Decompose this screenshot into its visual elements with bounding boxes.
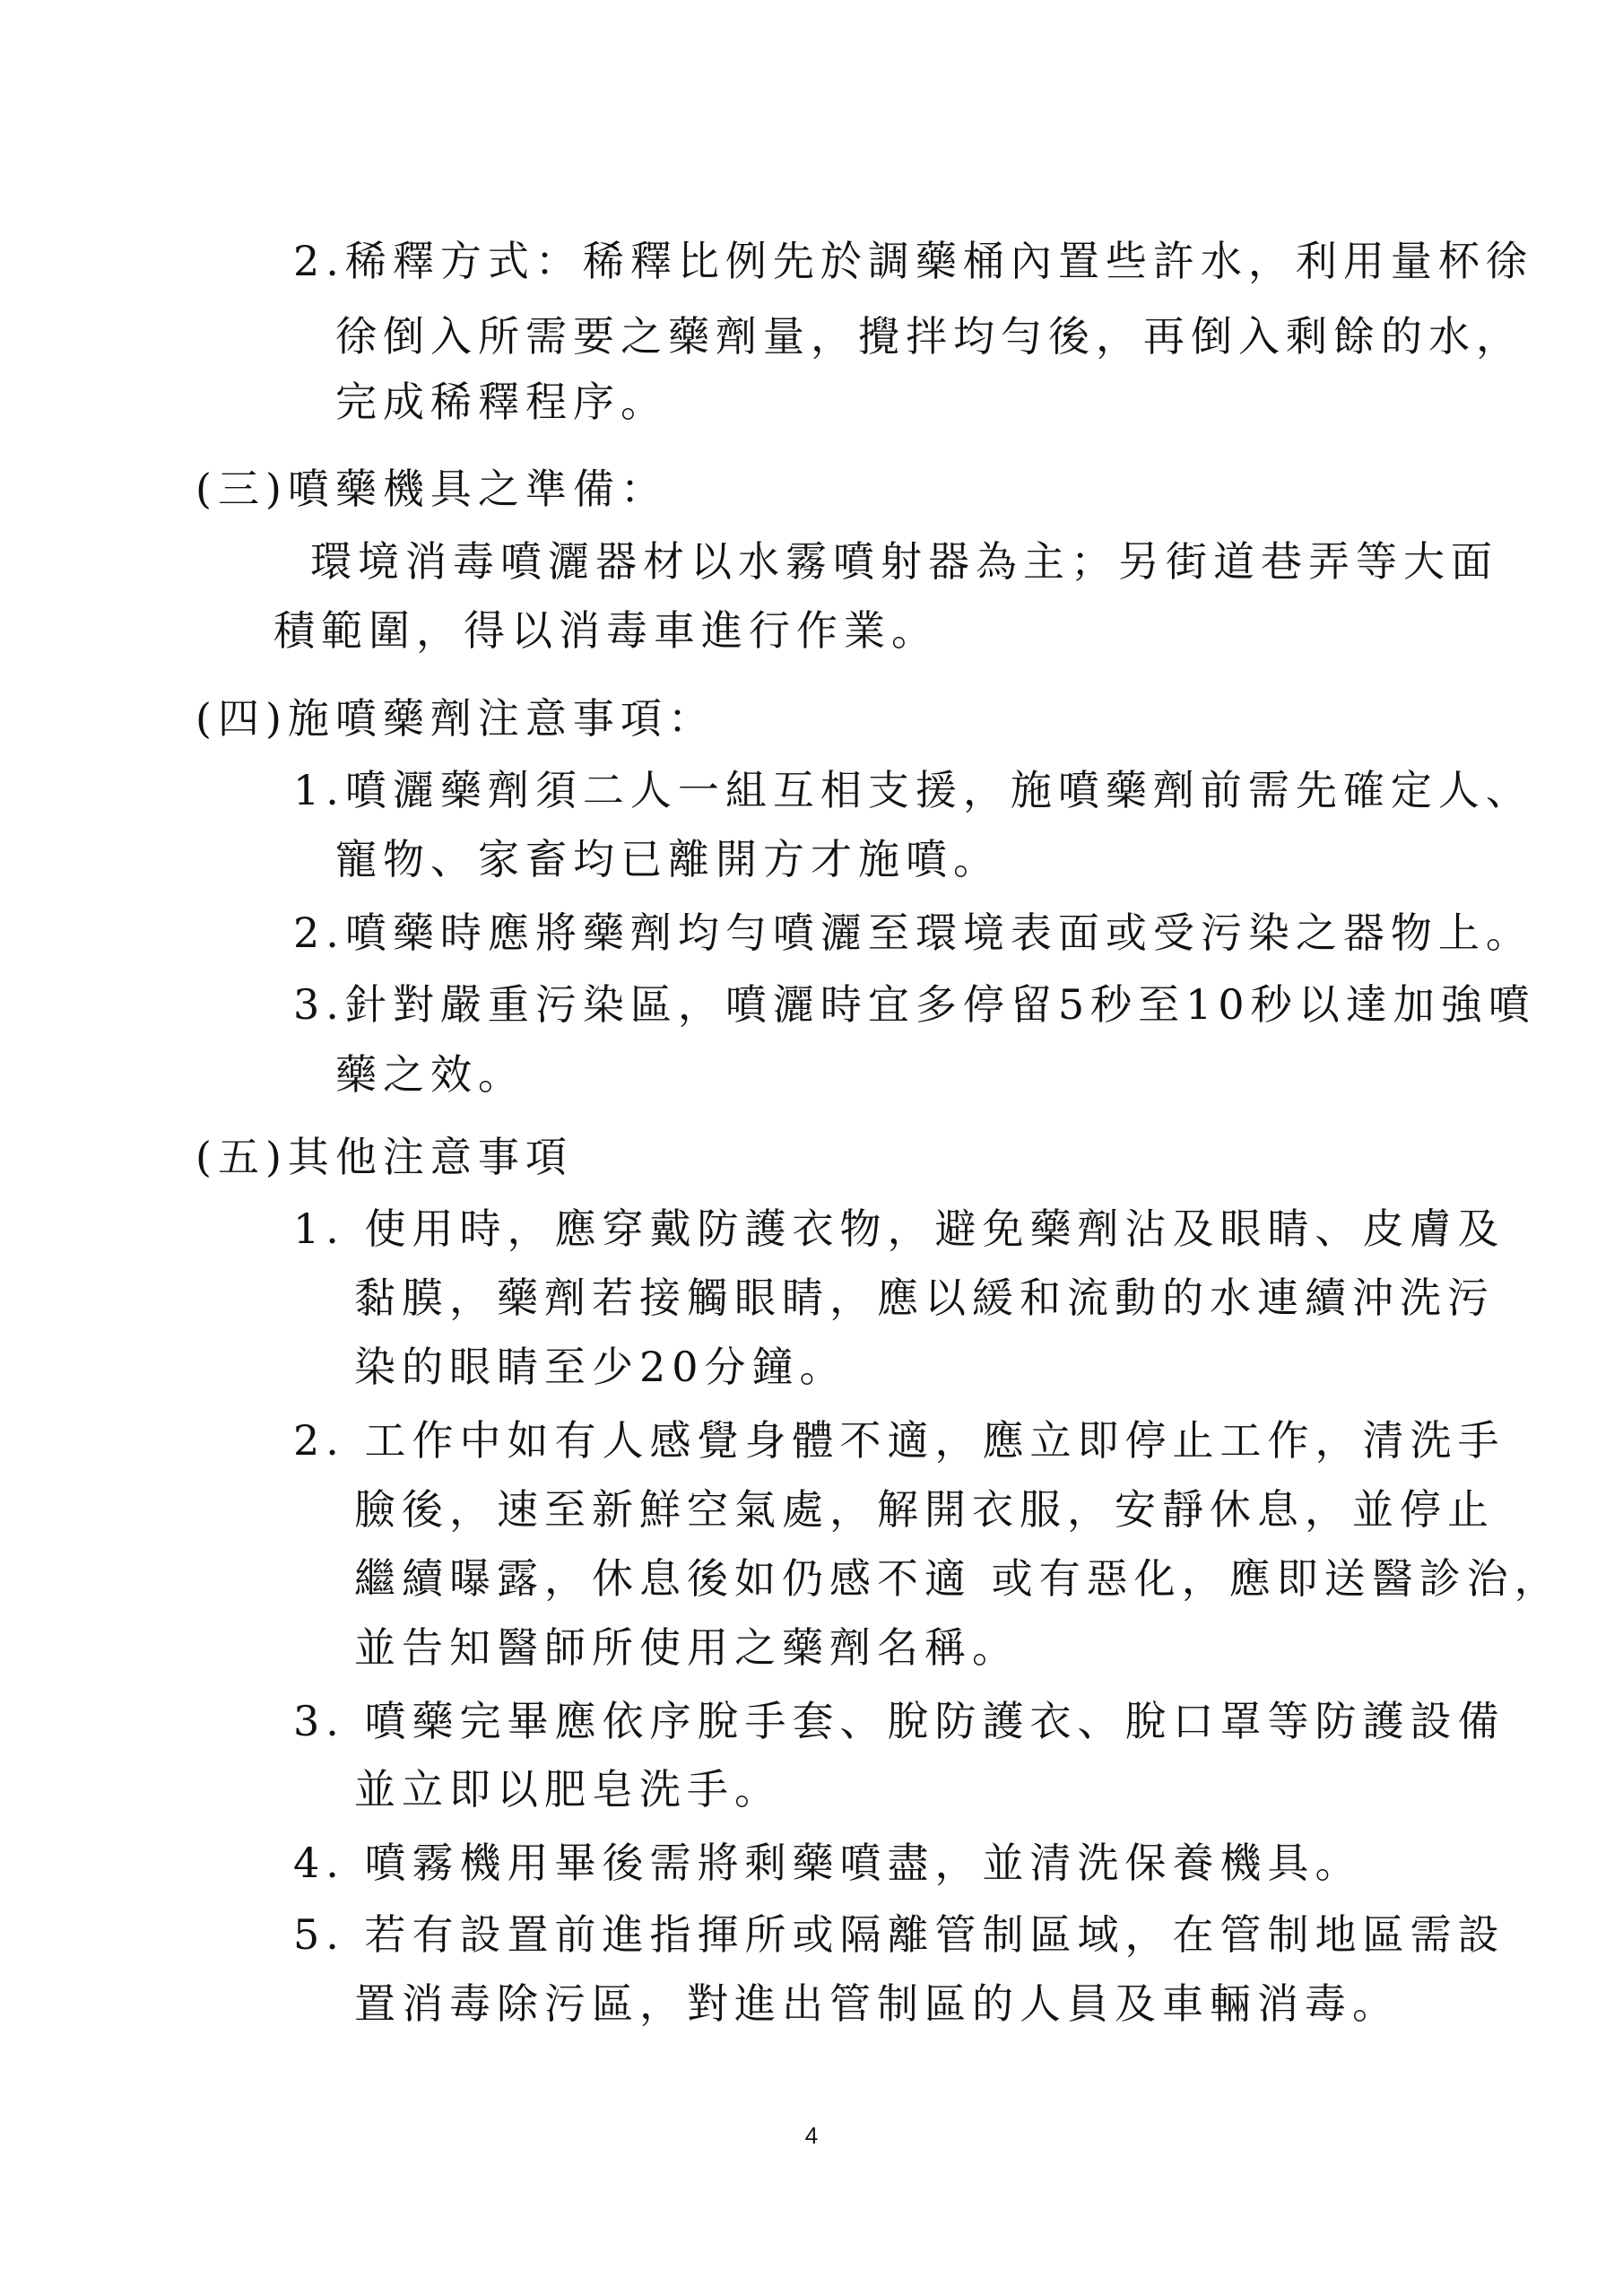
section-3-body-line-2: 積範圍，得以消毒車進行作業。 xyxy=(273,606,939,655)
section-5-heading: (五)其他注意事項 xyxy=(195,1133,573,1181)
dilution-method-line-3: 完成稀釋程序。 xyxy=(335,378,668,426)
section-4-item-3-line-2: 藥之效。 xyxy=(335,1050,525,1099)
section-5-item-1-line-3: 染的眼睛至少20分鐘。 xyxy=(354,1343,847,1391)
section-5-item-2-line-3: 繼續曝露，休息後如仍感不適 或有惡化，應即送醫診治， xyxy=(354,1554,1562,1603)
section-3-body-line-1: 環境消毒噴灑器材以水霧噴射器為主；另街道巷弄等大面 xyxy=(310,537,1498,586)
section-4-item-1-line-1: 1.噴灑藥劑須二人一組互相支援，施噴藥劑前需先確定人、 xyxy=(293,766,1533,814)
section-5-item-5-line-1: 5. 若有設置前進指揮所或隔離管制區域，在管制地區需設 xyxy=(293,1910,1506,1959)
section-4-heading: (四)施噴藥劑注意事項： xyxy=(195,694,716,743)
section-5-item-3-line-2: 並立即以肥皂洗手。 xyxy=(354,1765,782,1813)
section-5-item-1-line-2: 黏膜，藥劑若接觸眼睛，應以緩和流動的水連續沖洗污 xyxy=(354,1274,1495,1322)
section-4-item-3-line-1: 3.針對嚴重污染區，噴灑時宜多停留5秒至10秒以達加強噴 xyxy=(293,980,1536,1029)
section-4-item-2: 2.噴藥時應將藥劑均勻噴灑至環境表面或受污染之器物上。 xyxy=(293,909,1533,957)
dilution-method-line-2: 徐倒入所需要之藥劑量，攪拌均勻後，再倒入剩餘的水， xyxy=(335,312,1523,361)
page-number: 4 xyxy=(804,2122,819,2149)
section-4-item-1-line-2: 寵物、家畜均已離開方才施噴。 xyxy=(335,835,1001,883)
section-5-item-1-line-1: 1. 使用時，應穿戴防護衣物，避免藥劑沾及眼睛、皮膚及 xyxy=(293,1205,1506,1253)
section-5-item-4: 4. 噴霧機用畢後需將剩藥噴盡，並清洗保養機具。 xyxy=(293,1839,1363,1887)
dilution-method-line-1: 2.稀釋方式：稀釋比例先於調藥桶內置些許水，利用量杯徐 xyxy=(293,237,1533,285)
section-5-item-2-line-4: 並告知醫師所使用之藥劑名稱。 xyxy=(354,1623,1020,1672)
section-3-heading: (三)噴藥機具之準備： xyxy=(195,465,668,513)
section-5-item-2-line-2: 臉後，速至新鮮空氣處，解開衣服，安靜休息，並停止 xyxy=(354,1485,1495,1534)
section-5-item-3-line-1: 3. 噴藥完畢應依序脫手套、脫防護衣、脫口罩等防護設備 xyxy=(293,1697,1506,1745)
section-5-item-5-line-2: 置消毒除污區，對進出管制區的人員及車輛消毒。 xyxy=(354,1979,1400,2028)
section-5-item-2-line-1: 2. 工作中如有人感覺身體不適，應立即停止工作，清洗手 xyxy=(293,1416,1506,1465)
